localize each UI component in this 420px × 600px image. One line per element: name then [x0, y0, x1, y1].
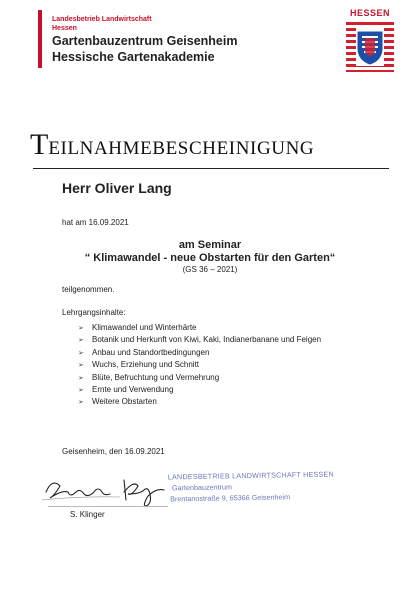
title-initial: T [30, 128, 49, 161]
list-item: ➢ Anbau und Standortbedingungen [78, 347, 321, 359]
list-item: ➢ Klimawandel und Winterhärte [78, 322, 321, 334]
letterhead-red-bar [38, 10, 42, 68]
stamp-line-3: Brentanostraße 9, 65366 Geisenheim [170, 492, 291, 504]
list-item: ➢ Wuchs, Erziehung und Schnitt [78, 359, 321, 371]
title-rule [33, 168, 389, 169]
institution-name-2: Hessische Gartenakademie [52, 50, 215, 64]
list-item: ➢ Botanik und Herkunft von Kiwi, Kaki, Indianerbanane und Feigen [78, 334, 321, 346]
arrow-bullet-icon: ➢ [78, 387, 84, 395]
org-line-1: Landesbetrieb Landwirtschaft [52, 16, 152, 23]
place-date: Geisenheim, den 16.09.2021 [62, 447, 165, 456]
handwritten-signature [40, 470, 180, 510]
stamp-line-1: LANDESBETRIEB LANDWIRTSCHAFT HESSEN [167, 469, 334, 482]
list-item: ➢ Ernte und Verwendung [78, 384, 321, 396]
stamp-line-2: Gartenbauzentrum [171, 482, 233, 493]
title-rest: EILNAHMEBESCHEINIGUNG [48, 138, 315, 159]
arrow-bullet-icon: ➢ [78, 337, 84, 345]
seminar-code: (GS 36 – 2021) [182, 265, 238, 274]
participant-name: Herr Oliver Lang [62, 180, 172, 196]
org-line-2: Hessen [52, 25, 77, 32]
participated-text: teilgenommen. [62, 285, 115, 294]
hessen-logo [344, 8, 396, 74]
hessen-coat-of-arms-icon [356, 28, 384, 66]
arrow-bullet-icon: ➢ [78, 399, 84, 407]
official-stamp [168, 469, 335, 505]
seminar-title: “ Klimawandel - neue Obstarten für den Garten“ [84, 252, 336, 264]
arrow-bullet-icon: ➢ [78, 349, 84, 357]
contents-label: Lehrgangsinhalte: [62, 308, 126, 317]
seminar-intro: am Seminar [178, 239, 242, 251]
signature-line [48, 506, 168, 507]
date-line: hat am 16.09.2021 [62, 218, 129, 227]
certificate-title [30, 128, 314, 162]
arrow-bullet-icon: ➢ [78, 362, 84, 370]
signer-name: S. Klinger [70, 510, 105, 519]
hessen-label: HESSEN [349, 8, 390, 18]
list-item: ➢ Blüte, Befruchtung und Vermehrung [78, 372, 321, 384]
arrow-bullet-icon: ➢ [78, 325, 84, 332]
arrow-bullet-icon: ➢ [78, 374, 84, 382]
topics-list [78, 322, 321, 409]
list-item: ➢ Weitere Obstarten [78, 396, 321, 408]
institution-name-1: Gartenbauzentrum Geisenheim [52, 34, 238, 48]
